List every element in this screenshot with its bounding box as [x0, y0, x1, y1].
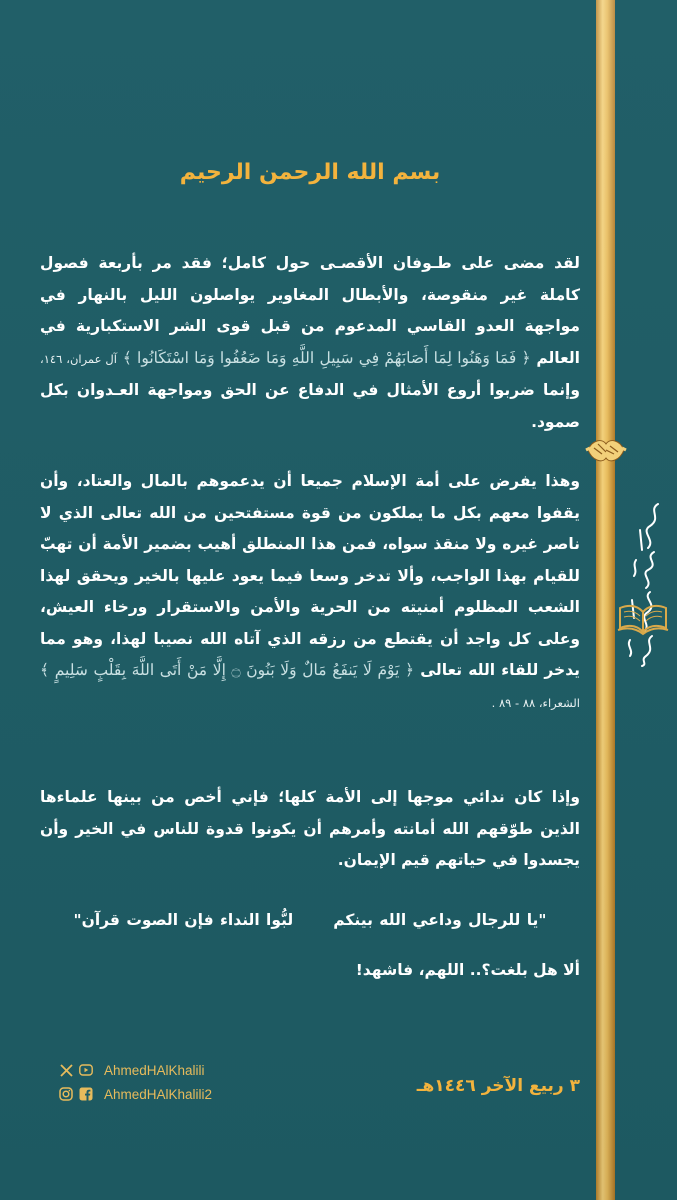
date-line: ٣ ربيع الآخر ١٤٤٦هـ [416, 1076, 580, 1096]
open-book-icon [616, 600, 670, 636]
paragraph-2-verse: ﴿ يَوْمَ لَا يَنفَعُ مَالٌ وَلَا بَنُونَ ۝ إِلَّا مَنْ أَتَى اللَّهَ بِقَلْبٍ سَلِيمٍ ﴾ [40, 661, 415, 679]
paragraph-2-intro: وهذا يفرض على أمة الإسلام جميعا أن يدعموهم بالمال والعتاد، وأن يقفوا معهم بكل ما يملكون من قوة مستفتحين من الله تعالى الذي لا ناصر غيره ولا منقذ سواه، فمن هذا المنطلق أهيب بضمير الأمة أن تهبّ للقيام بهذا الواجب، وألا تدخر وسعا فيما يعود عليها بالخير ويحقق لهذا الشعب المظلوم أمنيته من الحرية والأمن والاستقرار ورخاء العيش، وعلى كل واجد أن يقتطع من رزقه الذي آتاه الله نصيبا لهذا، وهو مما يدخر للقاء الله تعالى [40, 472, 580, 679]
poem-second-half: لبُّوا النداء فإن الصوت قرآن" [73, 911, 294, 929]
paragraph-2 [40, 466, 580, 719]
social-row-1 [58, 1058, 212, 1082]
social-handle-1[interactable]: AhmedHAlKhalili [104, 1062, 205, 1078]
instagram-icon[interactable] [58, 1086, 74, 1102]
closing-line: ألا هل بلغت؟.. اللهم، فاشهد! [355, 961, 580, 979]
facebook-icon[interactable] [78, 1086, 94, 1102]
signature-icon [618, 500, 672, 668]
poem-first-half: "يا للرجال وداعي الله بينكم [333, 911, 547, 929]
youtube-icon[interactable] [78, 1062, 94, 1078]
gold-vertical-strip [596, 0, 615, 1200]
paragraph-1-intro: لقد مضى على طـوفان الأقصـى حول كامل؛ فقد مر بأربعة فصول كاملة غير منقوصة، والأبطال المغاوير يواصلون الليل بالنهار في مواجهة العدو القاسي المدعوم من قبل قوى الشر الاستكبارية في العالم [40, 254, 580, 367]
paragraph-1-reference: آل عمران، ١٤٦، [40, 351, 117, 366]
social-handles [58, 1058, 212, 1106]
paragraph-2-reference: الشعراء، ٨٨ - ٨٩ . [491, 695, 580, 710]
paragraph-1-outro: وإنما ضربوا أروع الأمثال في الدفاع عن الحق ومواجهة العـدوان بكل صمود. [40, 381, 580, 431]
paragraph-1 [40, 248, 580, 438]
x-icon[interactable] [58, 1062, 74, 1078]
basmala-heading: بسم الله الرحمن الرحيم [179, 160, 441, 185]
poem-verse [40, 911, 580, 929]
social-row-2 [58, 1082, 212, 1106]
paragraph-1-verse: ﴿ فَمَا وَهَنُوا لِمَا أَصَابَهُمْ فِي سَبِيلِ اللَّهِ وَمَا ضَعُفُوا وَمَا اسْتَكَانُوا ﴾ [122, 348, 531, 367]
clasped-hands-icon [584, 430, 628, 470]
paragraph-3: وإذا كان ندائي موجها إلى الأمة كلها؛ فإني أخص من بينها علماءها الذين طوّقهم الله أمانته وأمرهم أن يكونوا قدوة للناس في الخير وأن يجسدوا في حياتهم قيم الإيمان. [40, 788, 580, 869]
social-handle-2[interactable]: AhmedHAlKhalili2 [104, 1086, 213, 1102]
